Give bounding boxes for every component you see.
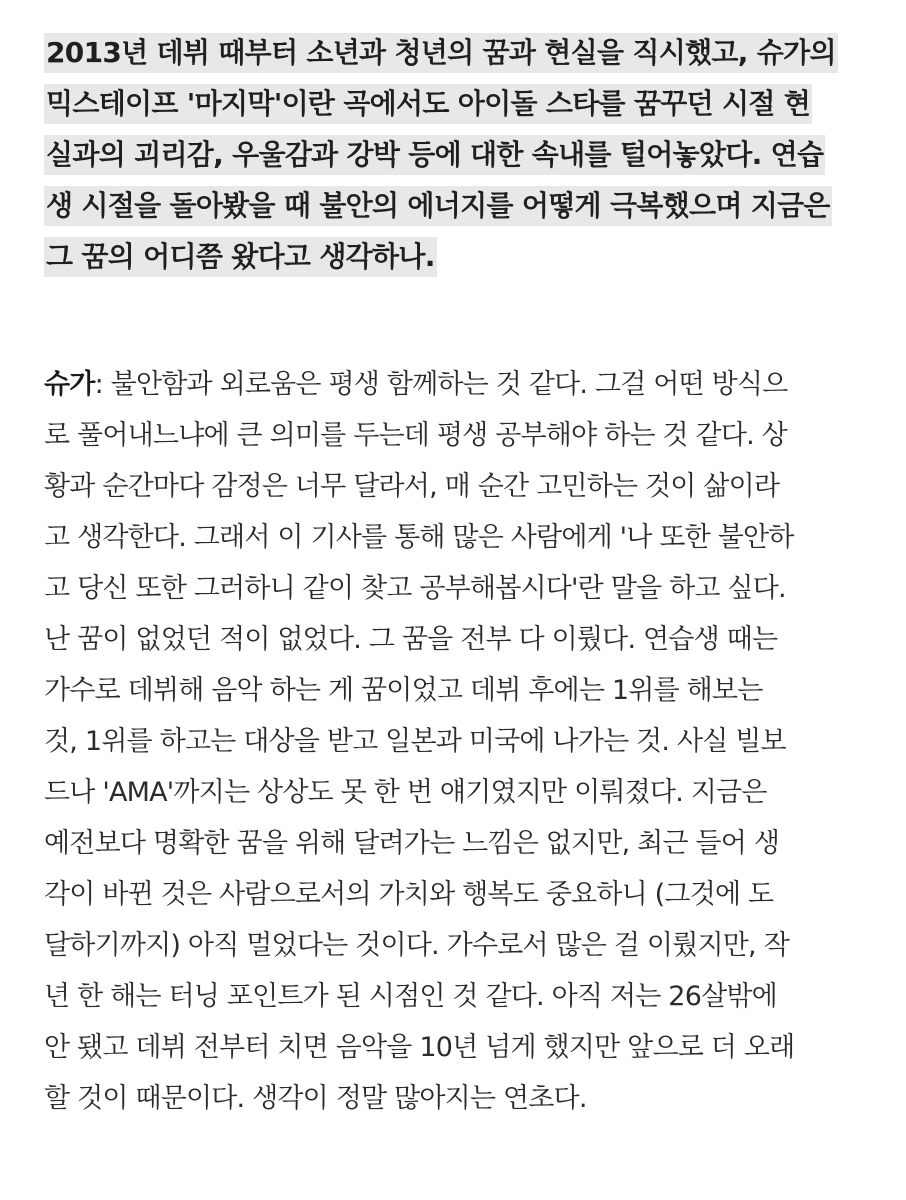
question-line: 생 시절을 돌아봤을 때 불안의 에너지를 어떻게 극복했으며 지금은 [44,186,832,226]
answer-line: 난 꿈이 없었던 적이 없었다. 그 꿈을 전부 다 이뤘다. 연습생 때는 [44,624,778,655]
answer-first-line-text: : 불안함과 외로움은 평생 함께하는 것 같다. 그걸 어떤 방식으 [94,369,788,400]
answer-line: 것, 1위를 하고는 대상을 받고 일본과 미국에 나가는 것. 사실 빌보 [44,726,786,757]
speaker-name: 슈가 [44,369,95,400]
interview-question [44,33,874,288]
interview-answer [44,359,874,1124]
answer-line [44,359,874,410]
answer-line: 안 됐고 데뷔 전부터 치면 음악을 10년 넘게 했지만 앞으로 더 오래 [44,1032,795,1063]
answer-line: 년 한 해는 터닝 포인트가 된 시점인 것 같다. 아직 저는 26살밖에 [44,981,777,1012]
answer-line: 드나 'AMA'까지는 상상도 못 한 번 얘기였지만 이뤄졌다. 지금은 [44,777,767,808]
question-line: 그 꿈의 어디쯤 왔다고 생각하나. [44,237,437,277]
answer-line: 예전보다 명확한 꿈을 위해 달려가는 느낌은 없지만, 최근 들어 생 [44,828,780,859]
answer-line: 로 풀어내느냐에 큰 의미를 두는데 평생 공부해야 하는 것 같다. 상 [44,420,787,451]
question-line: 실과의 괴리감, 우울감과 강박 등에 대한 속내를 털어놓았다. 연습 [44,135,825,175]
answer-line: 할 것이 때문이다. 생각이 정말 많아지는 연초다. [44,1083,587,1114]
answer-line: 황과 순간마다 감정은 너무 달라서, 매 순간 고민하는 것이 삶이라 [44,471,780,502]
answer-line: 가수로 데뷔해 음악 하는 게 꿈이었고 데뷔 후에는 1위를 해보는 [44,675,763,706]
answer-line: 고 생각한다. 그래서 이 기사를 통해 많은 사람에게 '나 또한 불안하 [44,522,794,553]
question-line: 믹스테이프 '마지막'이란 곡에서도 아이돌 스타를 꿈꾸던 시절 현 [44,84,812,124]
answer-line: 고 당신 또한 그러하니 같이 찾고 공부해봅시다'란 말을 하고 싶다. [44,573,786,604]
question-line: 2013년 데뷔 때부터 소년과 청년의 꿈과 현실을 직시했고, 슈가의 [44,33,838,73]
answer-line: 각이 바뀐 것은 사람으로서의 가치와 행복도 중요하니 (그것에 도 [44,879,774,910]
answer-line: 달하기까지) 아직 멀었다는 것이다. 가수로서 많은 걸 이뤘지만, 작 [44,930,789,961]
